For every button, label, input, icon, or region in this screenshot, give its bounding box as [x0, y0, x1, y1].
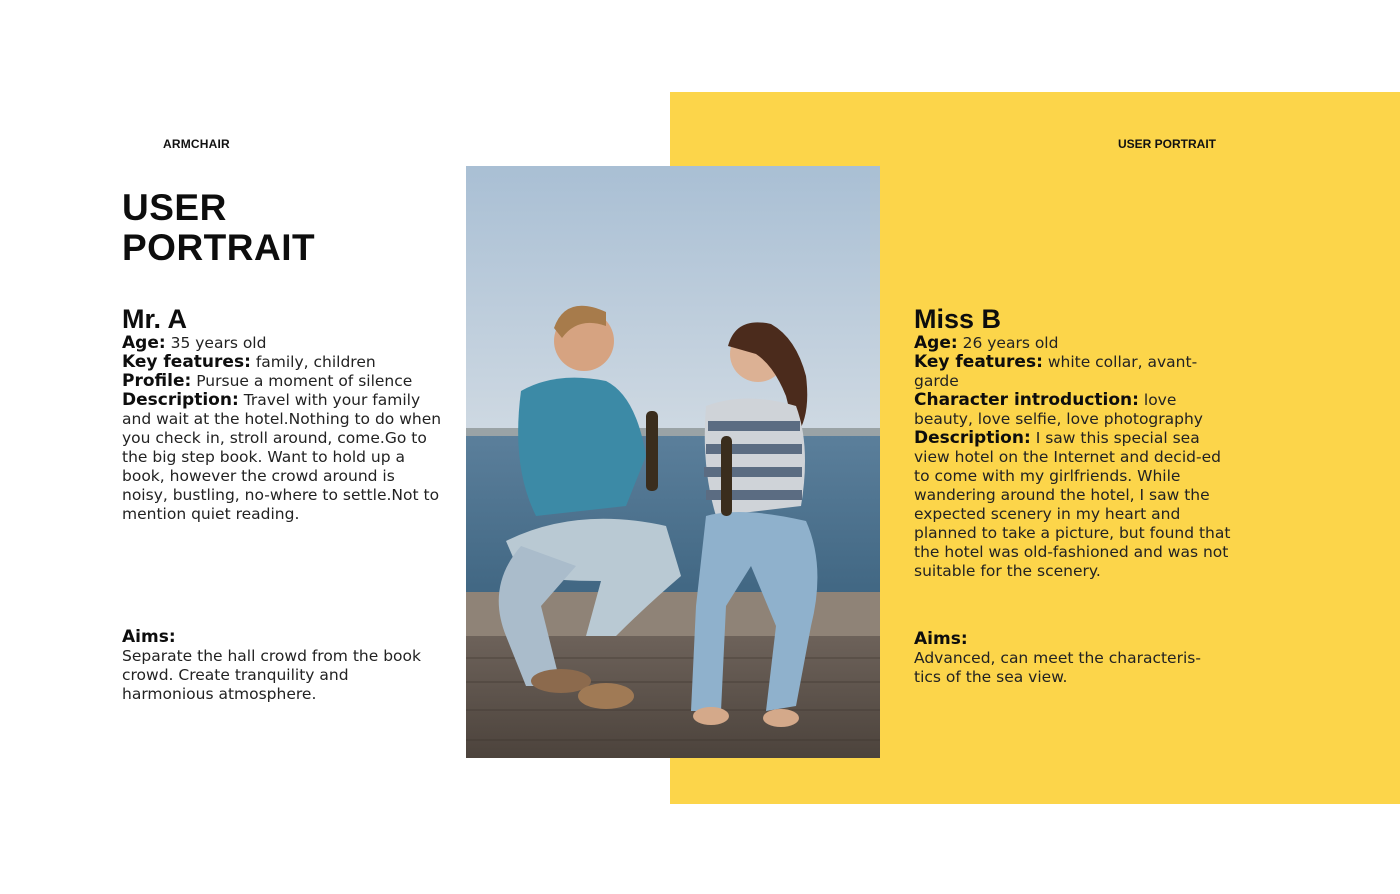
profile-label: Profile: — [122, 371, 192, 391]
character-value: love beauty, love selfie, love photography — [914, 391, 1203, 428]
persona-a-age — [122, 334, 442, 353]
age-value: 35 years old — [170, 334, 267, 352]
age-label: Age: — [122, 333, 166, 353]
features-value: white collar, avant-garde — [914, 353, 1198, 390]
persona-a-details — [122, 334, 442, 524]
age-value: 26 years old — [962, 334, 1059, 352]
couple-photo — [466, 166, 880, 758]
profile-value: Pursue a moment of silence — [196, 372, 413, 390]
features-label: Key features: — [122, 352, 251, 372]
aims-value: Advanced, can meet the characteris-tics of the sea view. — [914, 649, 1201, 686]
description-value: Travel with your family and wait at the hotel.Nothing to do when you check in, stroll around, come.Go to the big step book. Want to hold up a book, however the crowd around is noisy, bustling, no-where to settle.Not to mention quiet reading. — [122, 391, 442, 523]
page-title-line-1: USER — [122, 187, 227, 228]
persona-b-character — [914, 391, 1232, 429]
page-title-line-2: PORTRAIT — [122, 227, 316, 268]
features-label: Key features: — [914, 352, 1043, 372]
persona-b-aims — [914, 630, 1224, 687]
persona-a-description — [122, 391, 442, 524]
features-value: family, children — [255, 353, 376, 371]
couple-photo-illustration — [466, 166, 880, 758]
persona-a-name: Mr. A — [122, 304, 188, 334]
persona-b-details — [914, 334, 1232, 581]
persona-b-description — [914, 429, 1232, 581]
character-label: Character introduction: — [914, 390, 1139, 410]
aims-value: Separate the hall crowd from the book crowd. Create tranquility and harmonious atmosphere. — [122, 647, 421, 703]
persona-b-age — [914, 334, 1232, 353]
section-label: USER PORTRAIT — [1118, 137, 1217, 151]
description-label: Description: — [914, 428, 1031, 448]
page-title — [122, 188, 315, 268]
description-value: I saw this special sea view hotel on the Internet and decid-ed to come with my girlfriends. While wandering around the hotel, I saw the expected scenery in my heart and planned to take a picture, but found that the hotel was old-fashioned and was not suitable for the scenery. — [914, 429, 1231, 580]
persona-a-features — [122, 353, 442, 372]
persona-a-aims — [122, 628, 432, 704]
brand-label: ARMCHAIR — [163, 137, 230, 151]
age-label: Age: — [914, 333, 958, 353]
persona-b-name: Miss B — [914, 304, 1002, 334]
persona-a-profile — [122, 372, 442, 391]
aims-label: Aims: — [122, 627, 176, 647]
description-label: Description: — [122, 390, 239, 410]
persona-b-features — [914, 353, 1232, 391]
aims-label: Aims: — [914, 629, 968, 649]
